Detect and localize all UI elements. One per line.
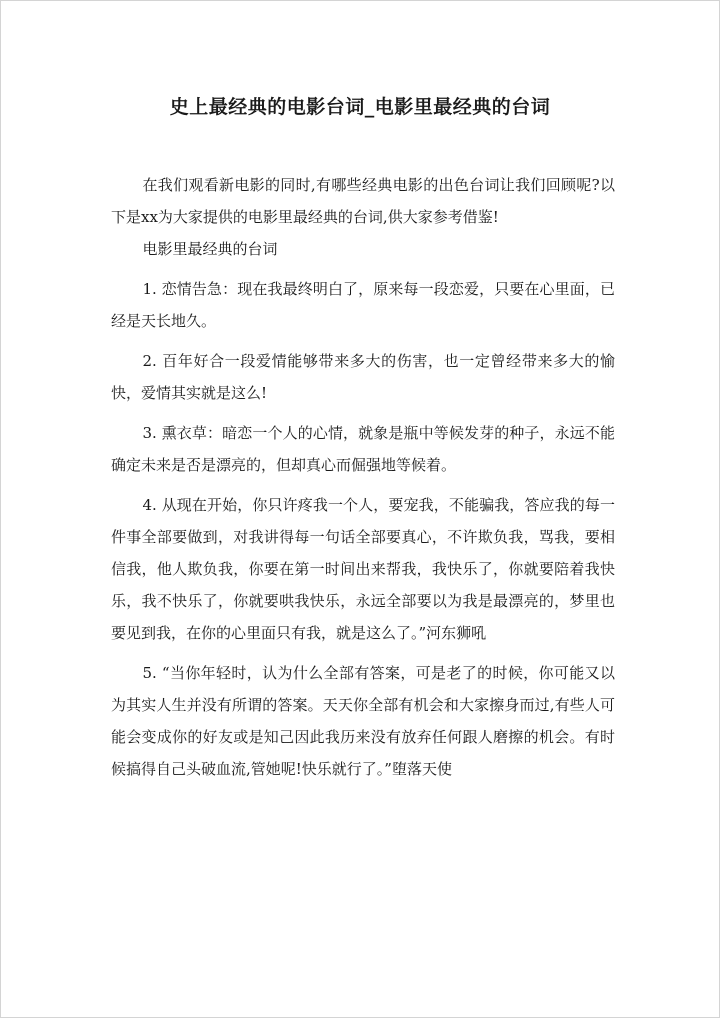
document-title: 史上最经典的电影台词_电影里最经典的台词	[169, 96, 551, 118]
document-body	[111, 169, 615, 785]
quote-item-3: 3. 熏衣草：暗恋一个人的心情，就象是瓶中等候发芽的种子，永远不能确定未来是否是漂亮的，但却真心而倔强地等候着。	[111, 424, 615, 474]
quote-item-2: 2. 百年好合一段爱情能够带来多大的伤害，也一定曾经带来多大的愉快，爱情其实就是这么!	[111, 352, 615, 402]
quote-item-5: 5. “当你年轻时，认为什么全部有答案，可是老了的时候，你可能又以为其实人生并没有所谓的答案。天天你全部有机会和大家擦身而过,有些人可能会变成你的好友或是知己因此我历来没有放弃任何跟人磨擦的机会。有时候搞得自己头破血流,管她呢!快乐就行了。”堕落天使	[111, 664, 615, 778]
quote-item-4: 4. 从现在开始，你只许疼我一个人，要宠我，不能骗我，答应我的每一件事全部要做到，对我讲得每一句话全部要真心，不许欺负我，骂我，要相信我，他人欺负我，你要在第一时间出来帮我，我快乐了，你就要陪着我快乐，我不快乐了，你就要哄我快乐，永远全部要以为我是最漂亮的，梦里也要见到我，在你的心里面只有我，就是这么了。”河东狮吼	[111, 496, 615, 642]
quote-item-1: 1. 恋情告急：现在我最终明白了，原来每一段恋爱，只要在心里面，已经是天长地久。	[111, 280, 615, 330]
intro-paragraph: 在我们观看新电影的同时,有哪些经典电影的出色台词让我们回顾呢?以下是xx为大家提供的电影里最经典的台词,供大家参考借鉴!	[111, 176, 615, 226]
section-subheading: 电影里最经典的台词	[142, 240, 278, 258]
